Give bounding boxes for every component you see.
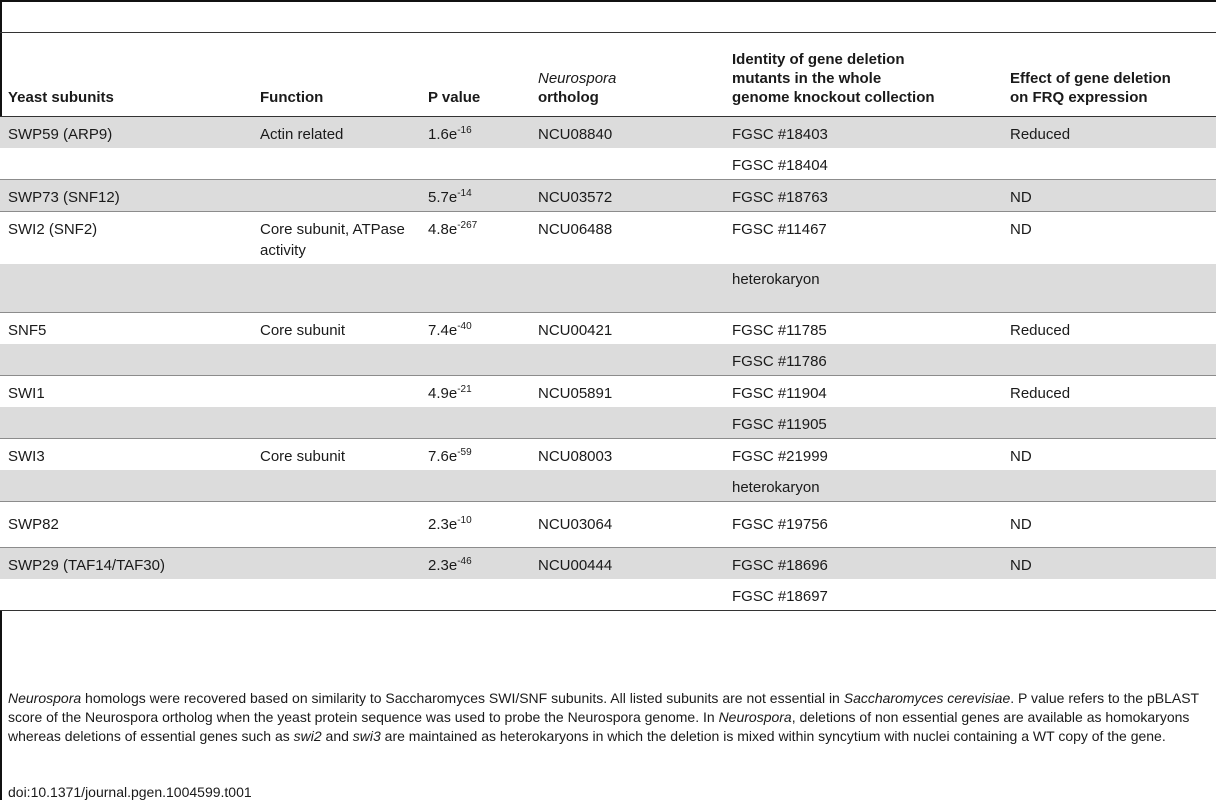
header-p-value: P value	[428, 89, 481, 106]
cell-strain: FGSC #21999	[732, 448, 828, 465]
footnote-text: . P value refers to the pBLAST score of the Neurospora ortholog when the yeast protein sequence was used to probe the Neurospora genome. In	[8, 690, 1199, 725]
table-header	[0, 42, 1216, 116]
cell-effect: Reduced	[1010, 385, 1071, 402]
p-value-exponent: -14	[457, 188, 472, 199]
cell-yeast: SNF5	[8, 322, 47, 339]
table-subrow	[0, 579, 1216, 610]
cell-ortholog: NCU00444	[538, 557, 613, 574]
footnote-italic: swi3	[352, 728, 381, 744]
p-value-exponent: -21	[457, 384, 472, 395]
cell-yeast: SWP82	[8, 516, 59, 533]
cell-function: Core subunit, ATPase activity	[260, 221, 405, 259]
p-value-base: 7.6e	[428, 448, 458, 465]
cell-function: Core subunit	[260, 322, 346, 339]
cell-effect: Reduced	[1010, 322, 1071, 339]
table-subrow	[0, 439, 1216, 470]
cell-effect: ND	[1010, 189, 1032, 206]
table-row	[0, 212, 1216, 313]
cell-ortholog: NCU08003	[538, 448, 613, 465]
footnote-text: homologs were recovered based on similarity to Saccharomyces SWI/SNF subunits. All listed subunits are not essential in	[81, 690, 844, 706]
table-top-border	[0, 0, 1216, 2]
p-value-base: 4.8e	[428, 221, 458, 238]
cell-strain: FGSC #11785	[732, 322, 827, 339]
table-subrow	[0, 344, 1216, 375]
p-value-base: 5.7e	[428, 189, 458, 206]
footnote-italic: Neurospora	[718, 709, 792, 725]
header-identity-line: Identity of gene deletion	[732, 51, 905, 68]
cell-p-value	[428, 219, 477, 240]
table-subrow	[0, 548, 1216, 579]
footnote-italic: Saccharomyces cerevisiae	[843, 690, 1011, 706]
header-effect-line: on FRQ expression	[1010, 89, 1148, 106]
cell-strain: FGSC #19756	[732, 516, 828, 533]
p-value-base: 1.6e	[428, 126, 458, 143]
header-identity	[732, 50, 935, 107]
footnote-text: , deletions of non essential genes are available as homokaryons whereas deletions of essential genes such as	[8, 709, 1190, 744]
p-value-exponent: -59	[457, 447, 472, 458]
table-row	[0, 180, 1216, 212]
cell-yeast: SWP29 (TAF14/TAF30)	[8, 557, 165, 574]
footnote-text: and	[321, 728, 353, 744]
table-row	[0, 313, 1216, 376]
cell-strain: FGSC #18696	[732, 557, 828, 574]
cell-p-value	[428, 514, 472, 535]
cell-strain: FGSC #11904	[732, 385, 827, 402]
cell-effect: ND	[1010, 448, 1032, 465]
cell-strain: FGSC #11467	[732, 221, 827, 238]
header-identity-line: mutants in the whole	[732, 70, 882, 87]
header-identity-line: genome knockout collection	[732, 89, 935, 106]
table-subrow	[0, 502, 1216, 547]
cell-strain: heterokaryon	[732, 479, 820, 496]
header-function: Function	[260, 89, 324, 106]
table-subrow	[0, 470, 1216, 501]
cell-p-value	[428, 320, 472, 341]
header-yeast-subunits: Yeast subunits	[8, 89, 114, 106]
cell-p-value	[428, 187, 472, 208]
header-ortholog-genus: Neurospora	[538, 70, 617, 87]
table-footnote	[8, 689, 1212, 746]
table-row	[0, 548, 1216, 611]
cell-ortholog: NCU03572	[538, 189, 613, 206]
table-subrow	[0, 313, 1216, 344]
cell-strain: FGSC #18763	[732, 189, 828, 206]
cell-strain: heterokaryon	[732, 271, 820, 288]
header-effect-line: Effect of gene deletion	[1010, 70, 1171, 87]
cell-p-value	[428, 446, 472, 467]
table-body	[0, 117, 1216, 611]
p-value-base: 2.3e	[428, 516, 458, 533]
table-row	[0, 117, 1216, 180]
cell-strain: FGSC #18697	[732, 588, 828, 605]
table-row	[0, 502, 1216, 548]
cell-effect: Reduced	[1010, 126, 1071, 143]
cell-ortholog: NCU03064	[538, 516, 613, 533]
footnote-text: are maintained as heterokaryons in which the deletion is mixed within syncytium with nuclei containing a WT copy of the gene.	[380, 728, 1166, 744]
table-subrow	[0, 407, 1216, 438]
cell-ortholog: NCU08840	[538, 126, 613, 143]
p-value-base: 2.3e	[428, 557, 458, 574]
p-value-exponent: -40	[457, 321, 472, 332]
cell-yeast: SWI3	[8, 448, 45, 465]
cell-ortholog: NCU00421	[538, 322, 613, 339]
p-value-exponent: -267	[457, 220, 478, 231]
p-value-exponent: -10	[457, 515, 472, 526]
table-subrow	[0, 148, 1216, 179]
footnote-italic: swi2	[293, 728, 322, 744]
cell-strain: FGSC #18404	[732, 157, 828, 174]
cell-function: Actin related	[260, 126, 344, 143]
cell-p-value	[428, 383, 472, 404]
cell-effect: ND	[1010, 557, 1032, 574]
cell-p-value	[428, 555, 472, 576]
doi-reference: doi:10.1371/journal.pgen.1004599.t001	[8, 784, 252, 800]
p-value-exponent: -16	[457, 125, 472, 136]
cell-yeast: SWP73 (SNF12)	[8, 189, 120, 206]
cell-ortholog: NCU06488	[538, 221, 613, 238]
cell-yeast: SWI2 (SNF2)	[8, 221, 98, 238]
cell-p-value	[428, 124, 472, 145]
cell-strain: FGSC #11786	[732, 353, 827, 370]
header-ortholog	[538, 69, 616, 107]
header-effect	[1010, 69, 1171, 107]
header-ortholog-word: ortholog	[538, 89, 599, 106]
cell-effect: ND	[1010, 516, 1032, 533]
cell-strain: FGSC #11905	[732, 416, 827, 433]
p-value-exponent: -46	[457, 556, 472, 567]
cell-strain: FGSC #18403	[732, 126, 828, 143]
cell-ortholog: NCU05891	[538, 385, 613, 402]
table-subrow	[0, 376, 1216, 407]
table-subrow	[0, 212, 1216, 264]
table-subrow	[0, 180, 1216, 211]
table-row	[0, 439, 1216, 502]
cell-effect: ND	[1010, 221, 1032, 238]
cell-yeast: SWI1	[8, 385, 45, 402]
table-row	[0, 376, 1216, 439]
p-value-base: 4.9e	[428, 385, 458, 402]
cell-function: Core subunit	[260, 448, 346, 465]
footnote-italic: Neurospora	[8, 690, 82, 706]
cell-yeast: SWP59 (ARP9)	[8, 126, 113, 143]
table-subrow	[0, 264, 1216, 312]
table-subrow	[0, 117, 1216, 148]
p-value-base: 7.4e	[428, 322, 458, 339]
header-top-rule	[0, 32, 1216, 33]
